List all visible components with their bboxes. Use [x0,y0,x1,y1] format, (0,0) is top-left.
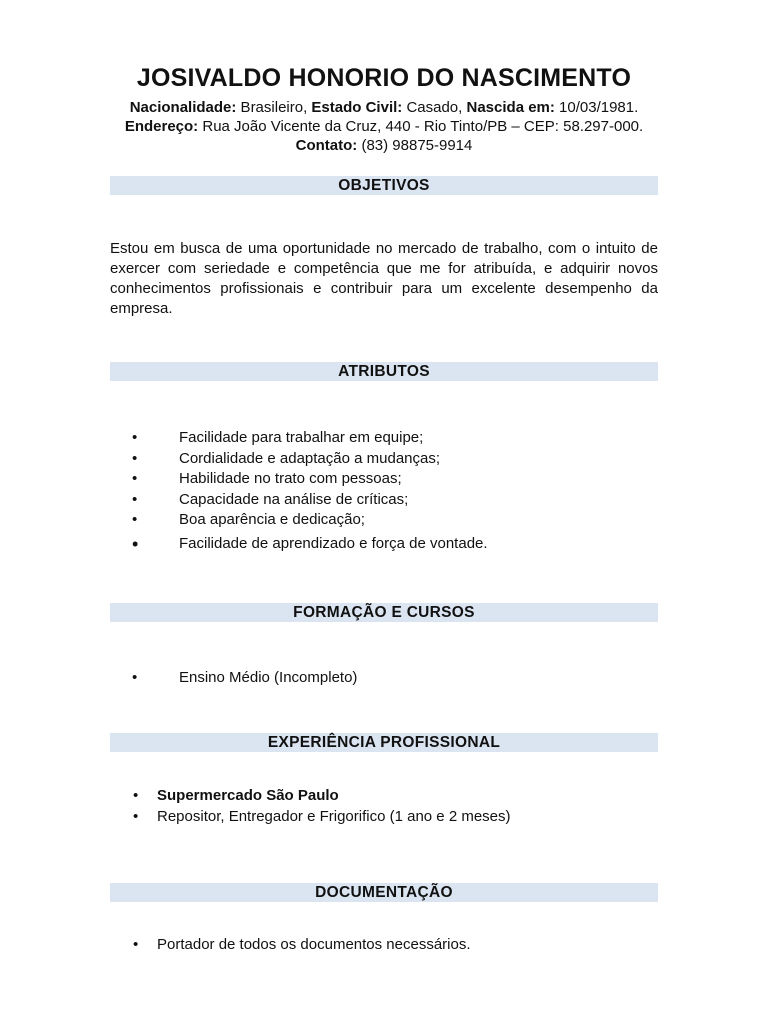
marital-status-label: Estado Civil: [311,99,403,116]
contact-line [0,136,768,155]
bullet-icon: • [132,533,139,554]
objective-line: empresa. [110,300,173,317]
contact-label: Contato: [295,137,358,154]
attributes-list [132,428,488,554]
bullet-icon: • [133,936,139,953]
list-item [132,490,488,511]
bullet-icon: • [133,807,139,825]
list-item-text: Boa aparência e dedicação; [179,511,365,528]
objective-line: Estou em busca de uma oportunidade no mercado de trabalho, com o intuito de [110,240,658,257]
list-item-text: Facilidade para trabalhar em equipe; [179,429,424,446]
nationality-label: Nacionalidade: [129,99,237,116]
objective-line: exercer com seriedade e competência que me for atribuída, e adquirir novos [110,260,658,277]
section-header-objetivos: OBJETIVOS [110,176,658,195]
list-item [133,807,511,828]
bullet-icon: • [132,449,138,467]
list-item-text: Cordialidade e adaptação a mudanças; [179,449,441,467]
documentation-list [133,935,471,956]
candidate-name: JOSIVALDO HONORIO DO NASCIMENTO [136,64,632,92]
bullet-icon: • [132,470,138,487]
marital-status-value: Casado, [402,99,467,116]
list-item [132,510,488,531]
experience-list [133,786,511,827]
bullet-icon: • [132,429,138,446]
birth-date-value: 10/03/1981. [554,99,639,116]
address-value: Rua João Vicente da Cruz, 440 - Rio Tinto/PB – CEP: 58.297-000. [198,118,644,135]
contact-value: (83) 98875-9914 [357,137,473,154]
list-item [133,935,471,956]
nationality-value: Brasileiro, [236,99,312,116]
section-header-documentacao: DOCUMENTAÇÃO [110,883,658,902]
list-item [132,533,488,555]
section-header-formacao: FORMAÇÃO E CURSOS [110,603,658,622]
list-item-text: Portador de todos os documentos necessários. [157,936,471,953]
list-item [132,449,488,470]
job-role: Repositor, Entregador e Frigorifico (1 ano e 2 meses) [157,807,511,825]
personal-info-line [0,98,768,117]
company-name: Supermercado São Paulo [157,787,339,804]
bullet-icon: • [132,490,138,508]
bullet-icon: • [133,787,139,804]
objective-paragraph [110,239,658,319]
birth-date-label: Nascida em: [466,99,555,116]
bullet-icon: • [132,669,138,686]
list-item-text: Facilidade de aprendizado e força de vontade. [179,534,488,552]
address-line [0,117,768,136]
section-header-atributos: ATRIBUTOS [110,362,658,381]
list-item [132,668,358,689]
objective-line: conhecimentos profissionais e contribuir para um excelente desempenho da [110,280,658,297]
list-item [133,786,511,807]
list-item-text: Ensino Médio (Incompleto) [179,669,358,686]
list-item-text: Habilidade no trato com pessoas; [179,470,402,487]
list-item-text: Capacidade na análise de críticas; [179,490,409,508]
address-label: Endereço: [124,118,199,135]
section-header-experiencia: EXPERIÊNCIA PROFISSIONAL [110,733,658,752]
list-item [132,469,488,490]
education-list [132,668,358,689]
list-item [132,428,488,449]
bullet-icon: • [132,511,138,528]
